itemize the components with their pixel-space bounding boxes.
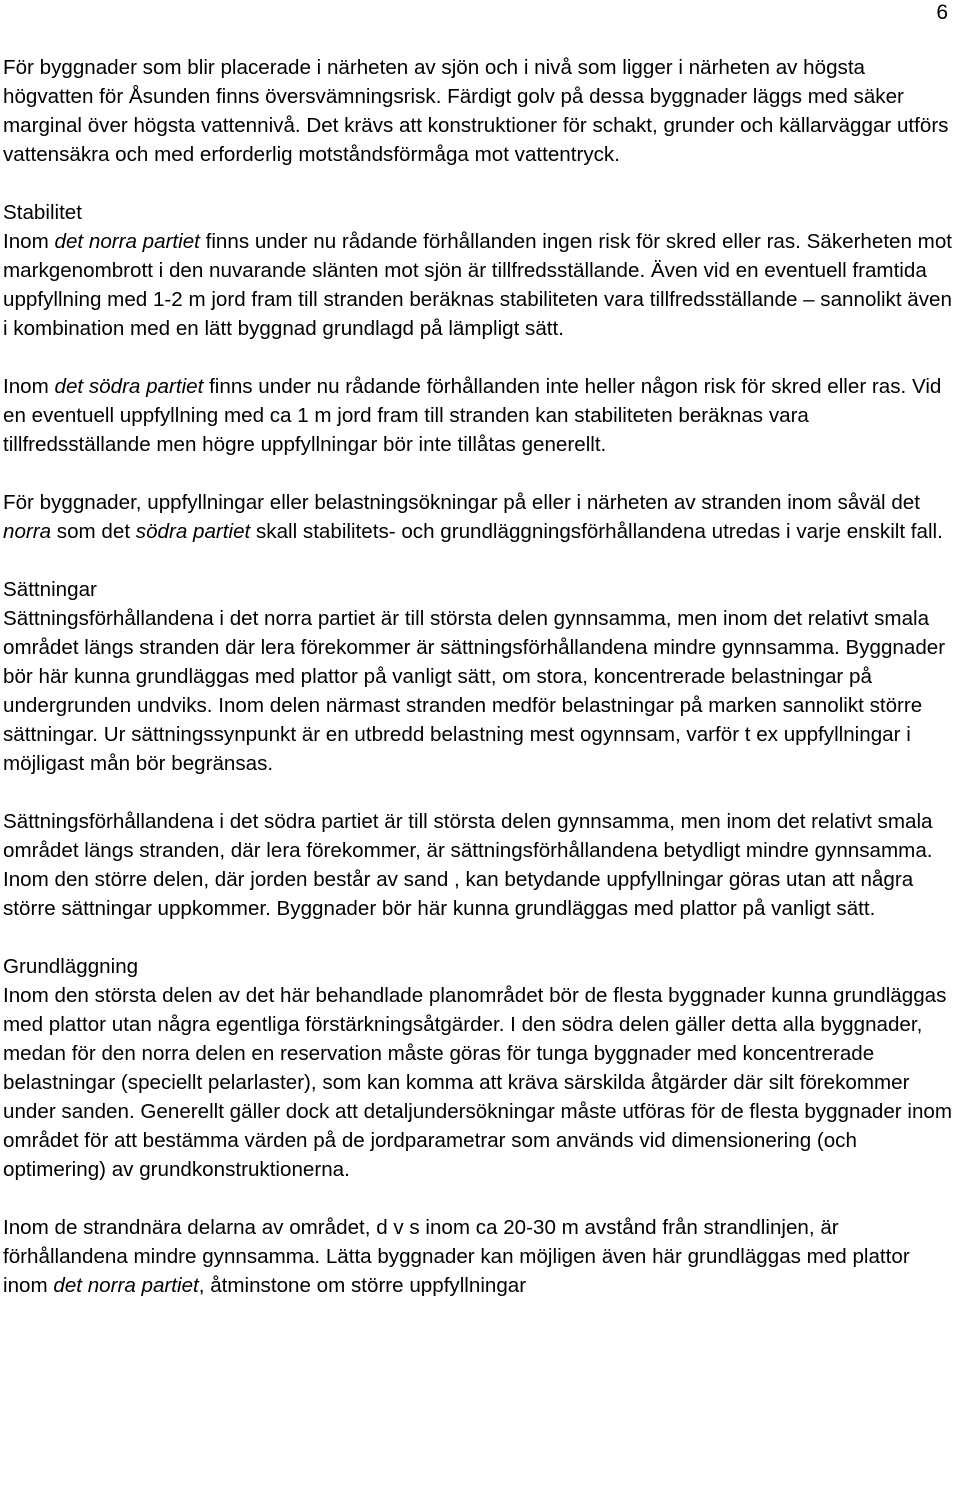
heading-stabilitet: Stabilitet <box>3 201 82 224</box>
text-fragment: finns under nu rådande förhållanden ingen risk för skred eller ras. Säkerheten mot markgenombrott i den nuvarande slänten mot sjön är tillfredsställande. Även vid en eventuell framtida uppfyllning med 1-2 m jord fram till stranden beräknas stabiliteten vara tillfredsställande – sannolikt även i kombination med en lätt byggnad grundlagd på lämpligt sätt. <box>3 230 953 340</box>
emphasis-norra: norra <box>3 520 52 543</box>
paragraph-grundlaggning-strand <box>3 1213 958 1300</box>
text-fragment: som det <box>51 520 136 543</box>
section-stabilitet-north <box>3 198 958 343</box>
paragraph-sattningar-south: Sättningsförhållandena i det södra partiet är till största delen gynnsamma, men inom det relativt smala området längs stranden, där lera förekommer, är sättningsförhållandena betydligt mindre gynnsamma. Inom den större delen, där jorden består av sand , kan betydande uppfyllningar göras utan att några större sättningar uppkommer. Byggnader bör här kunna grundläggas med plattor på vanligt sätt. <box>3 810 933 920</box>
text-fragment: skall stabilitets- och grundläggningsförhållandena utredas i varje enskilt fall. <box>250 520 943 543</box>
heading-sattningar: Sättningar <box>3 578 97 601</box>
section-sattningar-north <box>3 575 958 778</box>
document-body <box>3 53 958 1300</box>
section-grundlaggning <box>3 952 958 1184</box>
text-fragment: Inom den största delen av det här behandlade planområdet bör de flesta byggnader kunna grundläggas med plattor utan några egentliga förstärkningsåtgärder. I den södra delen gäller detta alla byggnader, medan för den norra delen en reservation måste göras för tunga byggnader med koncentrerade belastningar (speciellt pelarlaster), som kan komma att kräva särskilda åtgärder där silt förekommer under sanden. Generellt gäller dock att detaljundersökningar måste utföras för de flesta byggnader inom området för att bestämma värden på de jordparametrar som används vid dimensionering (och optimering) av grundkonstruktionerna. <box>3 984 953 1181</box>
text-fragment: finns under nu rådande förhållanden inte heller någon risk för skred eller ras. Vid en eventuell uppfyllning med ca 1 m jord fram till stranden kan stabiliteten beräknas vara tillfredsställande men högre uppfyllningar bör inte tillåtas generellt. <box>3 375 942 456</box>
text-fragment: Sättningsförhållandena i det norra partiet är till största delen gynnsamma, men inom det relativt smala området längs stranden där lera förekommer är sättningsförhållandena mindre gynnsamma. Byggnader bör här kunna grundläggas med plattor på vanligt sätt, om stora, koncentrerade belastningar på undergrunden undviks. Inom delen närmast stranden medför belastningar på marken sannolikt större sättningar. Ur sättningssynpunkt är en utbredd belastning mest ogynnsam, varför t ex uppfyllningar i möjligast mån bör begränsas. <box>3 607 946 775</box>
text-fragment: , åtminstone om större uppfyllningar <box>198 1274 527 1297</box>
emphasis-sodra-partiet: södra partiet <box>135 520 251 543</box>
emphasis-norra-partiet: det norra partiet <box>53 1274 199 1297</box>
text-fragment: För byggnader, uppfyllningar eller belastningsökningar på eller i närheten av stranden inom såväl det <box>3 491 920 514</box>
text-fragment: Inom de strandnära delarna av området, d v s inom ca 20-30 m avstånd från strandlinjen, är förhållandena mindre gynnsamma. Lätta byggnader kan möjligen även här grundläggas med plattor inom <box>3 1216 910 1297</box>
page-number: 6 <box>936 1 948 24</box>
heading-grundlaggning: Grundläggning <box>3 955 139 978</box>
text-fragment: Inom <box>3 230 55 253</box>
emphasis-norra-partiet: det norra partiet <box>54 230 200 253</box>
paragraph-stabilitet-south <box>3 372 958 459</box>
paragraph-stabilitet-general <box>3 488 958 546</box>
paragraph-flood-risk: För byggnader som blir placerade i närheten av sjön och i nivå som ligger i närheten av högsta högvatten för Åsunden finns översvämningsrisk. Färdigt golv på dessa byggnader läggs med säker marginal över högsta vattennivå. Det krävs att konstruktioner för schakt, grunder och källarväggar utförs vattensäkra och med erforderlig motståndsförmåga mot vattentryck. <box>3 56 949 166</box>
text-fragment: Inom <box>3 375 55 398</box>
emphasis-sodra-partiet: det södra partiet <box>54 375 204 398</box>
